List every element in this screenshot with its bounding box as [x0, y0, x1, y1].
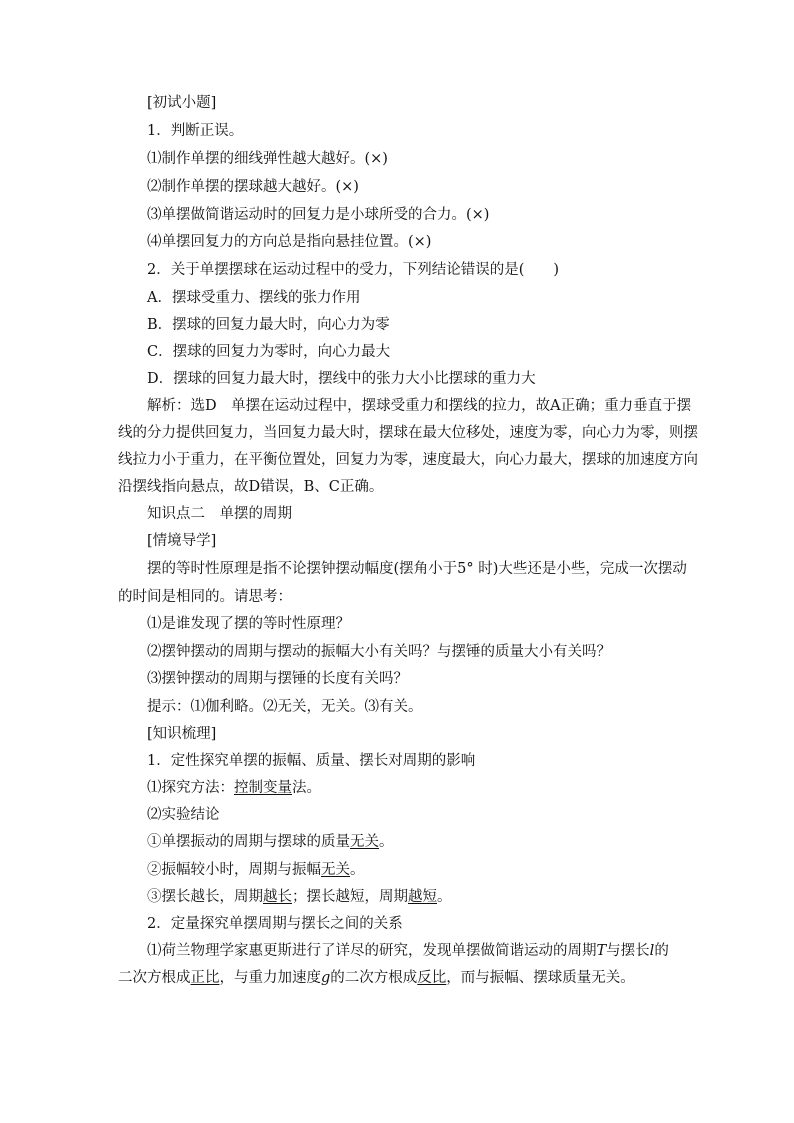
conclusion-1-end: 。 — [379, 834, 394, 850]
period-symbol: T — [596, 943, 607, 959]
question-1-item: ⑷单摆回复力的方向总是指向悬挂位置。(×) — [147, 234, 432, 250]
question-1-title: 1．判断正误。 — [147, 123, 244, 139]
conclusion-3-end: 。 — [437, 889, 452, 905]
analysis-line: 线拉力小于重力，在平衡位置处，回复力为零，速度最大，向心力最大，摆球的加速度方向 — [118, 452, 698, 468]
method-answer: 控制变量 — [234, 780, 292, 796]
huygens-text-e: ，与重力加速度 — [219, 970, 321, 986]
question-1-item: ⑶单摆做简谐运动时的回复力是小球所受的合力。(×) — [147, 207, 490, 223]
conclusion-1-text: ①单摆振动的周期与摆球的质量 — [147, 834, 350, 850]
method-suffix: 法。 — [292, 780, 321, 796]
conclusion-2-answer: 无关 — [321, 862, 350, 878]
huygens-text-c: 的 — [654, 943, 669, 959]
gravity-symbol: g — [321, 970, 331, 986]
huygens-answer-1: 正比 — [190, 970, 220, 986]
huygens-text-b: 与摆长 — [606, 943, 650, 959]
knowledge-item-1-title: 1．定性探究单摆的振幅、质量、摆长对周期的影响 — [147, 753, 476, 769]
question-1-item: ⑵制作单摆的摆球越大越好。(×) — [147, 179, 359, 195]
question-2-option-a: A．摆球受重力、摆线的张力作用 — [147, 290, 361, 306]
conclusion-1-answer: 无关 — [350, 834, 379, 850]
think-question: ⑴是谁发现了摆的等时性原理？ — [147, 616, 350, 632]
huygens-line-1 — [147, 941, 669, 961]
conclusion-2 — [147, 860, 365, 880]
knowledge-item-2-title: 2．定量探究单摆周期与摆长之间的关系 — [147, 916, 403, 932]
conclusion-3 — [147, 887, 452, 907]
conclusion-3-answer-2: 越短 — [408, 889, 437, 905]
think-question: ⑶摆钟摆动的周期与摆锤的长度有关吗？ — [147, 671, 408, 687]
huygens-text-f: 的二次方根成 — [330, 970, 418, 986]
conclusion-title: ⑵实验结论 — [147, 807, 220, 823]
conclusion-3-answer-1: 越长 — [263, 889, 292, 905]
conclusion-2-end: 。 — [350, 862, 365, 878]
conclusion-3-text-b: ；摆长越短，周期 — [292, 889, 408, 905]
question-2-option-c: C．摆球的回复力为零时，向心力最大 — [147, 344, 391, 360]
huygens-text-a: ⑴荷兰物理学家惠更斯进行了详尽的研究，发现单摆做简谐运动的周期 — [147, 943, 597, 959]
hint-line: 提示：⑴伽利略。⑵无关，无关。⑶有关。 — [147, 699, 423, 715]
intro-line: 摆的等时性原理是指不论摆钟摆动幅度(摆角小于5° 时)大些还是小些，完成一次摆动 — [147, 561, 687, 577]
huygens-text-d: 二次方根成 — [118, 970, 191, 986]
huygens-answer-2: 反比 — [417, 970, 447, 986]
analysis-line: 解析：选D 单摆在运动过程中，摆球受重力和摆线的拉力，故A正确；重力垂直于摆 — [147, 398, 692, 414]
method-prefix: ⑴探究方法： — [147, 780, 234, 796]
section-heading-situation: [情境导学] — [147, 533, 217, 549]
question-2-option-b: B．摆球的回复力最大时，向心力为零 — [147, 317, 390, 333]
section-heading-knowledge: [知识梳理] — [147, 726, 217, 742]
conclusion-3-text-a: ③摆长越长，周期 — [147, 889, 263, 905]
analysis-line: 沿摆线指向悬点，故D错误，B、C正确。 — [118, 479, 384, 495]
section-heading-trial: [初试小题] — [147, 95, 217, 111]
analysis-line: 线的分力提供回复力，当回复力最大时，摆球在最大位移处，速度为零，向心力为零，则摆 — [118, 425, 698, 441]
intro-line: 的时间是相同的。请思考： — [118, 589, 292, 605]
huygens-line-2 — [118, 968, 678, 988]
conclusion-2-text: ②振幅较小时，周期与振幅 — [147, 862, 321, 878]
method-line — [147, 778, 321, 798]
question-2-title: 2．关于单摆摆球在运动过程中的受力，下列结论错误的是( ) — [147, 262, 560, 278]
knowledge-point-title: 知识点二 单摆的周期 — [147, 506, 292, 522]
question-2-option-d: D．摆球的回复力最大时，摆线中的张力大小比摆球的重力大 — [147, 371, 536, 387]
length-symbol: l — [649, 943, 655, 959]
huygens-text-g: ，而与振幅、摆球质量无关。 — [446, 970, 635, 986]
question-1-item: ⑴制作单摆的细线弹性越大越好。(×) — [147, 151, 388, 167]
think-question: ⑵摆钟摆动的周期与摆动的振幅大小有关吗？与摆锤的质量大小有关吗？ — [147, 644, 611, 660]
conclusion-1 — [147, 832, 394, 852]
